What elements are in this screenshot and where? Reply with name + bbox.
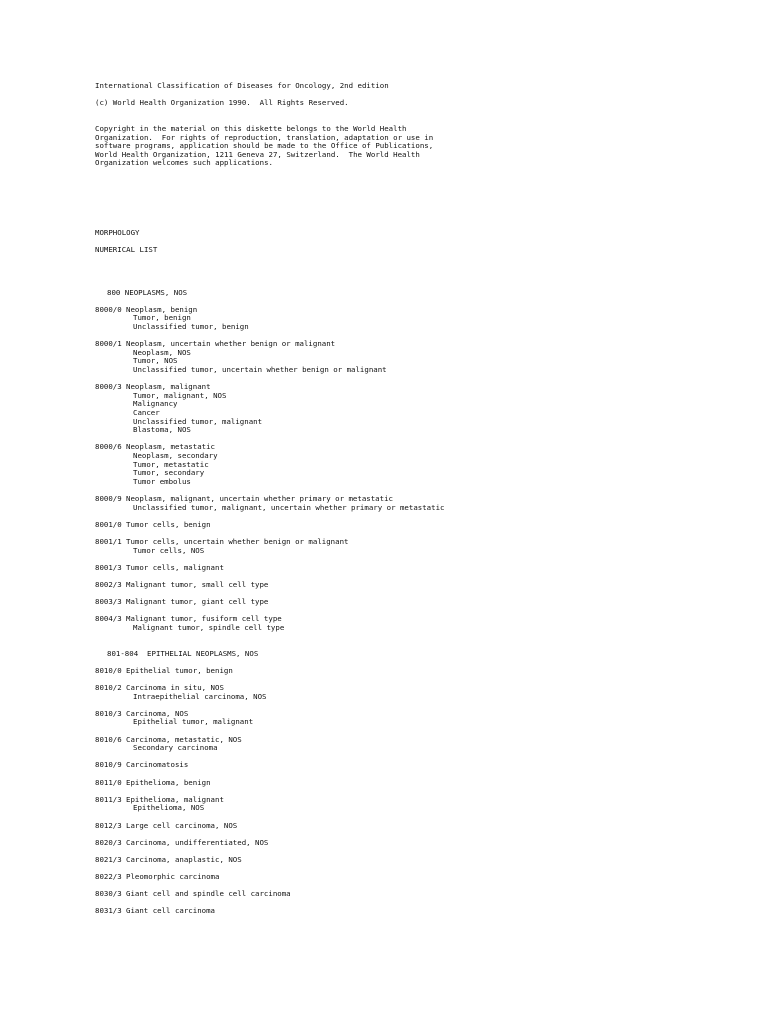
morphology-entry — [95, 538, 755, 555]
morphology-synonym: Unclassified tumor, malignant, uncertain whether primary or metastatic — [133, 502, 445, 512]
morphology-entry — [95, 907, 755, 916]
morphology-entry — [95, 736, 755, 753]
morphology-entry — [95, 796, 755, 813]
morphology-synonym: Epithelioma, NOS — [133, 803, 205, 813]
morphology-synonym: Epithelial tumor, malignant — [133, 717, 254, 727]
morphology-synonym: Blastoma, NOS — [133, 425, 191, 435]
morphology-term: Tumor cells, malignant — [126, 562, 224, 572]
morphology-code: 8000/9 — [95, 493, 122, 503]
morphology-code: 8000/0 — [95, 304, 122, 314]
morphology-entry — [95, 890, 755, 899]
morphology-code: 8011/0 — [95, 777, 122, 787]
morphology-term: Large cell carcinoma, NOS — [126, 820, 238, 830]
morphology-code: 8010/2 — [95, 683, 122, 693]
morphology-synonym: Secondary carcinoma — [133, 743, 218, 753]
morphology-entry — [95, 598, 755, 607]
morphology-synonym: Tumor, benign — [133, 313, 191, 323]
morphology-code: 8004/3 — [95, 614, 122, 624]
copyright-line: (c) World Health Organization 1990. All Rights Reserved. — [95, 98, 349, 108]
morphology-entry — [95, 383, 755, 435]
morphology-term: Neoplasm, malignant, uncertain whether primary or metastatic — [126, 493, 393, 503]
morphology-synonym: Unclassified tumor, malignant — [133, 416, 263, 426]
morphology-synonym: Tumor, malignant, NOS — [133, 390, 227, 400]
morphology-synonym: Unclassified tumor, benign — [133, 322, 249, 332]
morphology-term: Carcinoma, anaplastic, NOS — [126, 854, 242, 864]
morphology-code: 8003/3 — [95, 597, 122, 607]
morphology-term: Malignant tumor, giant cell type — [126, 597, 269, 607]
morphology-term: Carcinoma in situ, NOS — [126, 683, 224, 693]
morphology-term: Carcinoma, metastatic, NOS — [126, 734, 242, 744]
morphology-term: Neoplasm, uncertain whether benign or malignant — [126, 339, 336, 349]
morphology-code: 8001/3 — [95, 562, 122, 572]
document-title: International Classification of Diseases for Oncology, 2nd edition — [95, 81, 389, 90]
morphology-synonym: Tumor, secondary — [133, 468, 205, 478]
morphology-entry — [95, 495, 755, 512]
section-title: 800 NEOPLASMS, NOS — [107, 287, 188, 297]
morphology-entry — [95, 822, 755, 831]
morphology-term: Giant cell carcinoma — [126, 906, 215, 916]
sections-container — [95, 289, 755, 916]
morphology-code: 8022/3 — [95, 872, 122, 882]
morphology-entry — [95, 856, 755, 865]
morphology-synonym: Neoplasm, secondary — [133, 450, 218, 460]
morphology-code: 8001/0 — [95, 519, 122, 529]
morphology-synonym: Tumor, NOS — [133, 356, 178, 366]
morphology-entry — [95, 873, 755, 882]
morphology-entry — [95, 340, 755, 374]
morphology-section — [95, 650, 755, 916]
numerical-list-heading: NUMERICAL LIST — [95, 244, 158, 254]
morphology-entry — [95, 581, 755, 590]
morphology-term: Neoplasm, benign — [126, 304, 198, 314]
morphology-entry — [95, 684, 755, 701]
morphology-code: 8000/6 — [95, 442, 122, 452]
morphology-term: Neoplasm, metastatic — [126, 442, 215, 452]
morphology-code: 8010/9 — [95, 760, 122, 770]
morphology-section — [95, 289, 755, 650]
morphology-synonym: Intraepithelial carcinoma, NOS — [133, 691, 267, 701]
morphology-term: Pleomorphic carcinoma — [126, 872, 220, 882]
morphology-code: 8011/3 — [95, 794, 122, 804]
morphology-code: 8021/3 — [95, 854, 122, 864]
copyright-notice — [95, 125, 755, 168]
section-title: 801-804 EPITHELIAL NEOPLASMS, NOS — [107, 648, 259, 658]
morphology-code: 8010/3 — [95, 708, 122, 718]
morphology-heading: MORPHOLOGY — [95, 227, 140, 237]
morphology-code: 8012/3 — [95, 820, 122, 830]
morphology-synonym: Tumor, metastatic — [133, 459, 209, 469]
morphology-code: 8010/0 — [95, 665, 122, 675]
morphology-term: Carcinomatosis — [126, 760, 189, 770]
morphology-entry — [95, 779, 755, 788]
morphology-term: Carcinoma, undifferentiated, NOS — [126, 837, 269, 847]
morphology-term: Carcinoma, NOS — [126, 708, 189, 718]
morphology-entry — [95, 839, 755, 848]
morphology-term: Giant cell and spindle cell carcinoma — [126, 889, 291, 899]
morphology-term: Epithelioma, benign — [126, 777, 211, 787]
morphology-synonym: Neoplasm, NOS — [133, 347, 191, 357]
notice-line: software programs, application should be made to the Office of Publications, — [95, 141, 434, 151]
morphology-entry — [95, 710, 755, 727]
morphology-code: 8031/3 — [95, 906, 122, 916]
morphology-term: Malignant tumor, fusiform cell type — [126, 614, 282, 624]
morphology-code: 8030/3 — [95, 889, 122, 899]
morphology-synonym: Tumor cells, NOS — [133, 545, 205, 555]
morphology-code: 8001/1 — [95, 536, 122, 546]
morphology-entry — [95, 443, 755, 486]
morphology-term: Epithelial tumor, benign — [126, 665, 233, 675]
morphology-term: Tumor cells, benign — [126, 519, 211, 529]
morphology-term: Tumor cells, uncertain whether benign or malignant — [126, 536, 349, 546]
morphology-entry — [95, 615, 755, 632]
document-page — [95, 82, 755, 925]
notice-line: Organization. For rights of reproduction, translation, adaptation or use in — [95, 132, 434, 142]
morphology-code: 8020/3 — [95, 837, 122, 847]
morphology-code: 8000/3 — [95, 382, 122, 392]
morphology-term: Neoplasm, malignant — [126, 382, 211, 392]
morphology-term: Epithelioma, malignant — [126, 794, 224, 804]
morphology-code: 8010/6 — [95, 734, 122, 744]
notice-line: Copyright in the material on this diskette belongs to the World Health — [95, 123, 407, 133]
morphology-entry — [95, 521, 755, 530]
morphology-synonym: Unclassified tumor, uncertain whether benign or malignant — [133, 365, 387, 375]
morphology-entry — [95, 306, 755, 332]
morphology-synonym: Cancer — [133, 408, 160, 418]
notice-line: Organization welcomes such applications. — [95, 158, 273, 168]
morphology-synonym: Malignancy — [133, 399, 178, 409]
morphology-entry — [95, 761, 755, 770]
morphology-code: 8002/3 — [95, 579, 122, 589]
notice-line: World Health Organization, 1211 Geneva 27, Switzerland. The World Health — [95, 149, 420, 159]
morphology-synonym: Tumor embolus — [133, 476, 191, 486]
morphology-synonym: Malignant tumor, spindle cell type — [133, 622, 285, 632]
morphology-entry — [95, 667, 755, 676]
morphology-entry — [95, 564, 755, 573]
morphology-term: Malignant tumor, small cell type — [126, 579, 269, 589]
morphology-code: 8000/1 — [95, 339, 122, 349]
